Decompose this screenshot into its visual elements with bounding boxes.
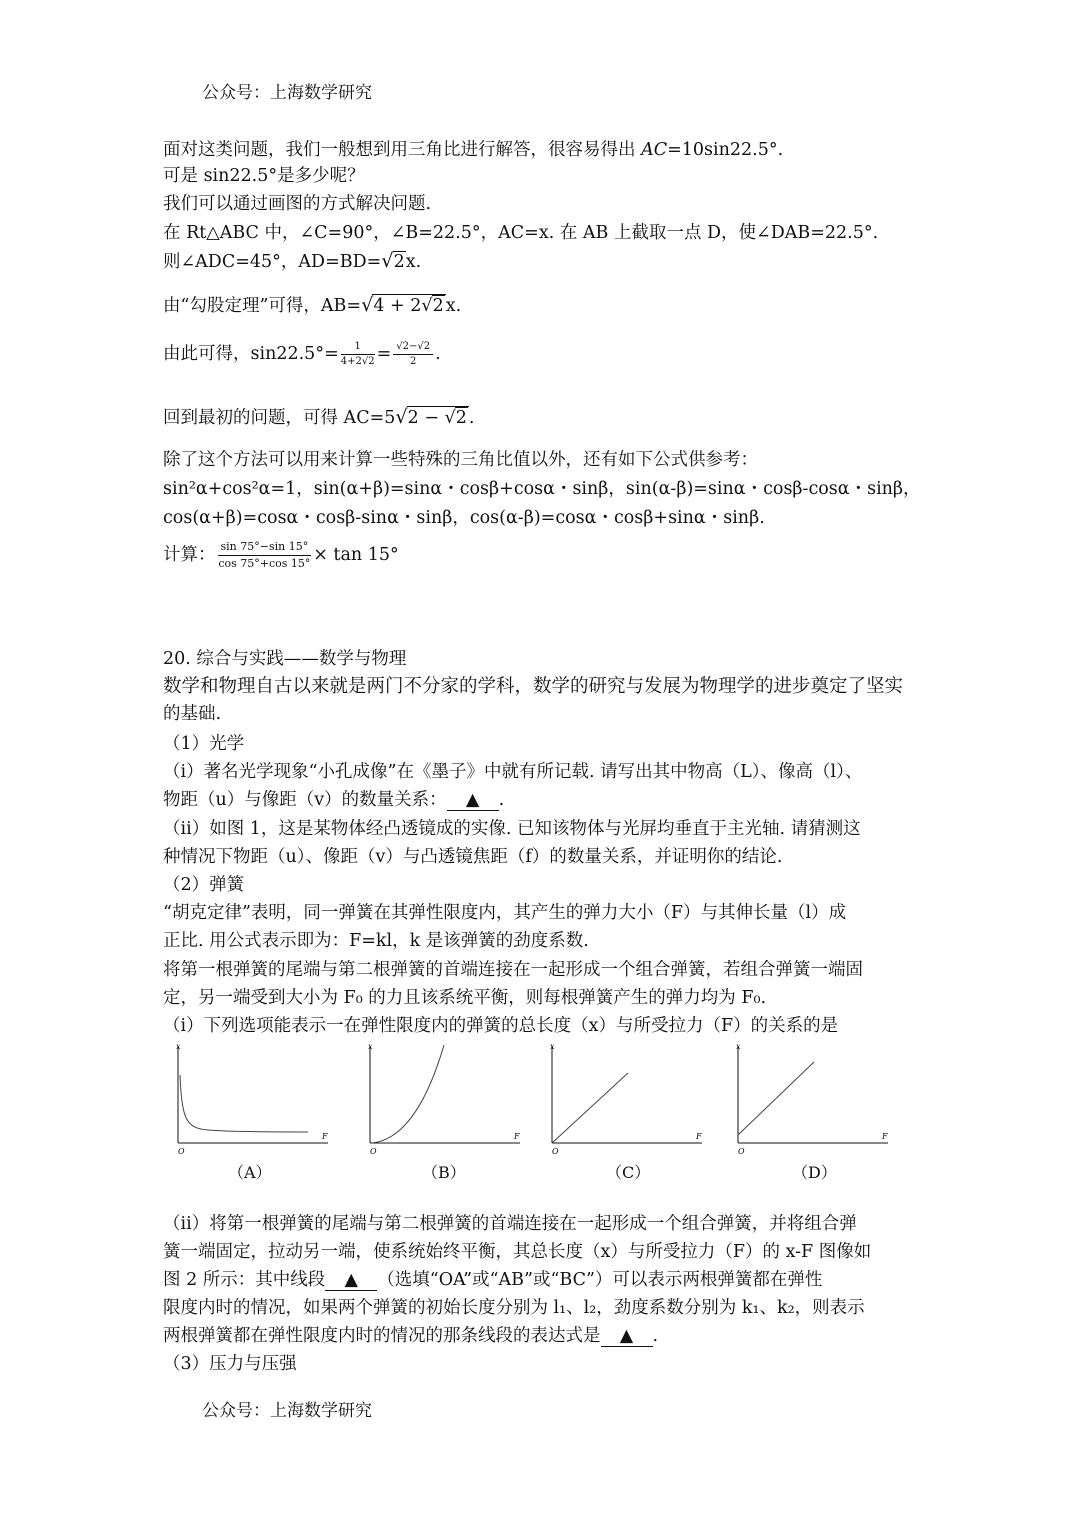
text-line: （ii）如图 1，这是某物体经凸透镜成的实像. 已知该物体与光屏均垂直于主光轴. 请猜测这 <box>163 819 861 839</box>
y-axis-label: x <box>736 1042 741 1051</box>
y-axis-label: x <box>176 1042 181 1051</box>
text-line: 可是 sin22.5°是多少呢？ <box>163 166 365 186</box>
text-line: 回到最初的问题，可得 AC=5√2 − √2 . <box>163 405 475 428</box>
text-line: 由“勾股定理”可得，AB=√4 + 2√2 x. <box>163 293 462 316</box>
text-line: 簧一端固定，拉动另一端，使系统始终平衡，其总长度（x）与所受拉力（F）的 x-F 图像如 <box>163 1242 872 1262</box>
text-line: 定，另一端受到大小为 F₀ 的力且该系统平衡，则每根弹簧产生的弹力均为 F₀. <box>163 988 767 1008</box>
text-line: 限度内时的情况，如果两个弹簧的初始长度分别为 l₁、l₂，劲度系数分别为 k₁、k₂，则表示 <box>163 1298 865 1318</box>
text-line: 除了这个方法可以用来计算一些特殊的三角比值以外，还有如下公式供参考： <box>163 450 758 470</box>
answer-blank[interactable]: ▲ <box>447 791 499 811</box>
text-line: 数学和物理自古以来就是两门不分家的学科，数学的研究与发展为物理学的进步奠定了坚实 <box>163 676 904 697</box>
header-text: 公众号：上海数学研究 <box>202 83 372 103</box>
section-heading: （3）压力与压强 <box>163 1354 297 1374</box>
text-line: “胡克定律”表明，同一弹簧在其弹性限度内，其产生的弹力大小（F）与其伸长量（l）成 <box>163 903 847 923</box>
text-line: 在 Rt△ABC 中，∠C=90°，∠B=22.5°，AC=x. 在 AB 上截取一点 D，使∠DAB=22.5°. <box>163 223 879 243</box>
text-line: 种情况下物距（u）、像距（v）与凸透镜焦距（f）的数量关系，并证明你的结论. <box>163 847 783 867</box>
text-line: sin²α+cos²α=1，sin(α+β)=sinα・cosβ+cosα・sinβ，sin(α-β)=sinα・cosβ-cosα・sinβ， <box>163 479 921 499</box>
text-line: 的基础. <box>163 704 222 724</box>
graph-label-c: （C） <box>606 1163 651 1182</box>
text-line: 物距（u）与像距（v）的数量关系： ▲ . <box>163 790 505 810</box>
text-line: 将第一根弹簧的尾端与第二根弹簧的首端连接在一起形成一个组合弹簧，若组合弹簧一端固 <box>163 960 863 980</box>
graph-c <box>542 1040 712 1155</box>
x-axis-label: F <box>696 1132 702 1141</box>
answer-blank[interactable]: ▲ <box>325 1271 377 1291</box>
text-line: 两根弹簧都在弹性限度内时的情况的那条线段的表达式是 ▲ . <box>163 1326 659 1346</box>
section-heading: （1）光学 <box>163 734 245 754</box>
section-heading: （2）弹簧 <box>163 875 245 895</box>
graph-label-d: （D） <box>792 1163 837 1182</box>
question-title: 20. 综合与实践——数学与物理 <box>163 649 407 669</box>
text-line: 由此可得，sin22.5°= $\frac{1}{4+2√2}$ = $\frac{√2-√2}{2}$ . <box>163 340 441 367</box>
graph-a <box>168 1040 338 1155</box>
text-line: 面对这类问题，我们一般想到用三角比进行解答，很容易得出 AC=10sin22.5°. <box>163 140 784 160</box>
text-line: 正比. 用公式表示即为：F=kl，k 是该弹簧的劲度系数. <box>163 931 589 951</box>
text-line: （i）著名光学现象“小孔成像”在《墨子》中就有所记载. 请写出其中物高（L）、像高（l）、 <box>163 762 863 782</box>
origin-label: O <box>552 1147 559 1155</box>
x-axis-label: F <box>882 1132 888 1141</box>
graph-d <box>728 1040 898 1155</box>
text-line: 图 2 所示：其中线段 ▲ （选填“OA”或“AB”或“BC”）可以表示两根弹簧都在弹性 <box>163 1270 823 1290</box>
graph-b <box>360 1040 530 1155</box>
origin-label: O <box>370 1147 377 1155</box>
text-line: （ii）将第一根弹簧的尾端与第二根弹簧的首端连接在一起形成一个组合弹簧，并将组合弹 <box>163 1214 857 1234</box>
graph-label-b: （B） <box>422 1163 466 1182</box>
x-axis-label: F <box>322 1132 328 1141</box>
text-line: （i）下列选项能表示一在弹性限度内的弹簧的总长度（x）与所受拉力（F）的关系的是 <box>163 1016 839 1036</box>
origin-label: O <box>738 1147 745 1155</box>
footer-text: 公众号：上海数学研究 <box>202 1401 372 1421</box>
y-axis-label: x <box>550 1042 555 1051</box>
text-line: 我们可以通过画图的方式解决问题. <box>163 194 432 214</box>
y-axis-label: x <box>368 1042 373 1051</box>
answer-blank[interactable]: ▲ <box>601 1327 653 1347</box>
text-line: 计算： $\frac{\sin 75^\circ-\sin 15^\circ}{\cos 75^\circ+\cos 15^\circ}$ × tan 15° <box>163 540 399 570</box>
origin-label: O <box>178 1147 185 1155</box>
x-axis-label: F <box>514 1132 520 1141</box>
graph-label-a: （A） <box>228 1163 272 1182</box>
text-line: cos(α+β)=cosα・cosβ-sinα・sinβ，cos(α-β)=cosα・cosβ+sinα・sinβ. <box>163 508 765 528</box>
text-line: 则∠ADC=45°，AD=BD=√2x. <box>163 249 422 272</box>
